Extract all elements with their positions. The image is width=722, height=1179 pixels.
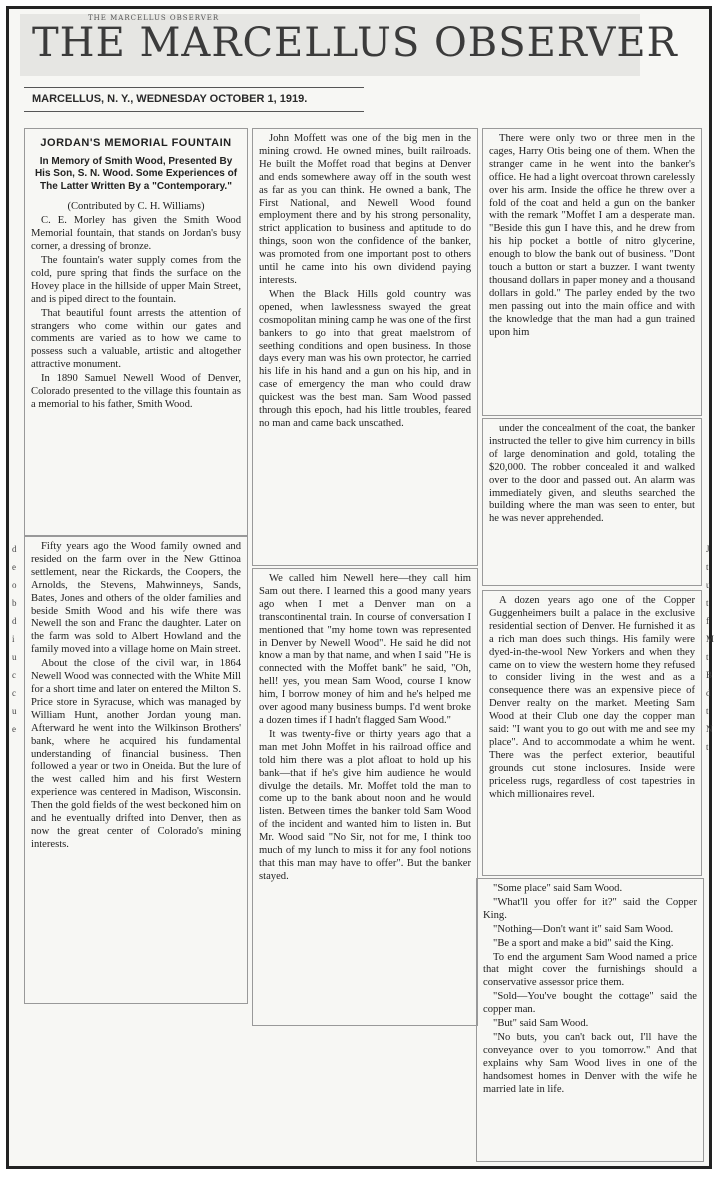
column-2b-text [259,573,471,884]
paragraph: There were only two or three men in the cages, Harry Otis being one of them. When the stranger came in he went into the banker's office. He had a light overcoat thrown carelessly over his arm. Inside the office he threw over a fold of the coat and held a gun on the banker with the remark "Moffet I am a desperate man. "Beside this gun I have this, and he drew from his hip pocket a bottle of nitro glycerine, enough to blow the bank out of business. "Dont touch a button or start a buzzer. I want twenty thousand dollars in paper money and a thousand dollars in gold." The parley ended by the two men passing out into the main office and with the knowledge that the man had a gun trained upon him [489,133,695,338]
rule-bottom [24,111,364,112]
column-2a-text [259,133,471,431]
column-3-mid [482,418,702,586]
paragraph: About the close of the civil war, in 1864 Newell Wood was connected with the White Mill for a short time and later on entered the Milton S. Price store in Syracuse, which was managed by William Hunt, another Jordan young man. Afterward he went into the Wilkinson Brothers' bank, where he acquired his fundamental understanding of financial business. Then followed a year or two in Oneida. But the lure of the west called him and his first Western experience was centered in Madison, Wisconsin. Then the gold fields of the west beckoned him on and he eventually drifted into Denver, then as now the great center of Colorado's mining interests. [31,658,241,850]
paragraph: It was twenty-five or thirty years ago that a man met John Moffet in his railroad office and told him there was a plot afloat to hold up his bank—that if he's give him audience he would divulge the details. Mr. Moffet told the man to come up to the bank about noon and he would listen. Between times the banker told Sam Wood of the incident and wanted him to listen in. But Mr. Wood said "No Sir, not for me, I think too much of my lunch to miss it for any fool notions that this man may have to offer". But the banker stayed. [259,728,471,882]
column-1-bottom [24,536,248,1004]
paragraph: C. E. Morley has given the Smith Wood Memorial fountain, that stands on Jordan's busy corner, a dressing of bronze. [31,215,241,253]
right-margin-fragments: J t u t f M t B d t N t [706,544,715,752]
paragraph: "No buts, you can't back out, I'll have the conveyance over to you tomorrow." And that explains why Sam Wood lives in one of the handsomest homes in Denver with the wife he married late in life. [483,1031,697,1095]
paragraph: That beautiful fount arrests the attention of strangers who come within our gates and comments are varied as to how we came to possess such a valuable, artistic and altogether attractive monument. [31,307,241,371]
column-1b-text [31,541,241,852]
column-3a-text [489,133,695,340]
dateline: MARCELLUS, N. Y., WEDNESDAY OCTOBER 1, 1919. [32,93,308,105]
column-3c-text [489,595,695,802]
column-2-top [252,128,478,566]
paragraph: The fountain's water supply comes from the cold, pure spring that finds the surface on the Hovey place in the hillside of upper Main Street, and is piped direct to the fountain. [31,255,241,305]
paragraph: Fifty years ago the Wood family owned and resided on the farm over in the New Gttinoa settlement, near the Rickards, the Coopers, the Arnolds, the Stevens, Mahwinneys, Sands, Bates, Jones and others of the older families and beside Smith Wood and his wife there was Newell the son and Franc the daughter. Later on the farm was sold to Albert Howland and the family moved into a village home on Main street. [31,541,241,656]
paragraph: We called him Newell here—they call him Sam out there. I learned this a good many years ago when I met a Denver man on a transcontinental train. In course of conversation I mentioned that "my home town was represented in Denver by Newell Wood". He said he did not know a man by that name, and when I said "He is connected with the Moffet bank" he said, "Oh, hell! yes, you mean Sam Wood, course I know him, I borrow money of him and he's helped me over agood many business bumps. I'd went broke a dozen times if I hadn't flagged Sam Wood." [259,573,471,726]
paragraph: "But" said Sam Wood. [493,1018,589,1030]
column-3b-text [489,423,695,526]
column-1a-text [31,215,241,412]
column-3-top [482,128,702,416]
paragraph: under the concealment of the coat, the banker instructed the teller to give him currency in bills of large denomination and gold, totaling the $20,000. The robber concealed it and walked over to the door and passed out. An alarm was immediately given, and sleuths searched the building where the man was seen to enter, but he was never apprehended. [489,423,695,525]
column-1-top [24,128,248,536]
left-margin-fragments: d e o b d i u c c u e [12,544,17,734]
paragraph: A dozen years ago one of the Copper Guggenheimers built a palace in the exclusive residential section of Denver. He furnished it as a rich man does such things. His family were dyed-in-the-wool New Yorkers and when they came on to view the western home they refused to consider living in the west and as a consequence there was an expensive piece of Denver realty on the market. Meeting Sam Wood at their Club one day the copper man said: "I want you to go out with me and see my place". And to accommodate a whim he went. There was the perfect exterior, beautiful grounds cut stone inclosures. Inside were priceless rugs, regardless of cost tapestries in which millionaires revel. [489,595,695,800]
newspaper-title: THE MARCELLUS OBSERVER [32,20,678,66]
paragraph: To end the argument Sam Wood named a price that might cover the furnishings should a conservative assessor price them. [483,951,697,989]
headline: JORDAN'S MEMORIAL FOUNTAIN [40,137,232,149]
paragraph: "What'll you offer for it?" said the Copper King. [483,896,697,921]
paragraph: John Moffett was one of the big men in the mining crowd. He owned mines, built railroads. He built the Moffet road that begins at Denver and ends somewhere away off in the south west as far as you can think. He owned a bank, The First National, and Newell Wood found employment there and by his strong personality, strict application to business and aptitude to do things, soon won the confidence of the banker, was promoted from one important post to others until he came into his own dividend paying interests. [259,133,471,286]
paragraph: In 1890 Samuel Newell Wood of Denver, Colorado presented to the village this fountain as a memorial to his father, Smith Wood. [31,373,241,410]
byline: (Contributed by C. H. Williams) [67,201,205,213]
column-3d-text [483,883,697,1097]
paragraph: "Nothing—Don't want it" said Sam Wood. [493,923,674,935]
paragraph: "Be a sport and make a bid" said the King. [493,937,674,949]
masthead-small-print: THE MARCELLUS OBSERVER [88,14,220,22]
column-3-bottom [476,878,704,1162]
paragraph: "Sold—You've bought the cottage" said the copper man. [483,991,697,1016]
rule-top [24,87,364,88]
column-2-bottom [252,568,478,1026]
paragraph: When the Black Hills gold country was opened, when lawlessness swayed the great cosmopolitan mining camp he was one of the first bankers to go into that great maelstrom of seething conditions and open business. In those days every man was his own protector, he carried his life in his hand and a gun on his hip, and in case of emergency the man who could draw quickest was the best man. Sam Wood passed through this epoch, had his little troubles, feared no man and came back unscathed. [259,288,471,429]
paragraph: "Some place" said Sam Wood. [493,883,623,894]
column-3-lower [482,590,702,876]
deck: In Memory of Smith Wood, Presented By His Son, S. N. Wood. Some Experiences of The Latter Written By a "Contemporary." [34,155,238,192]
